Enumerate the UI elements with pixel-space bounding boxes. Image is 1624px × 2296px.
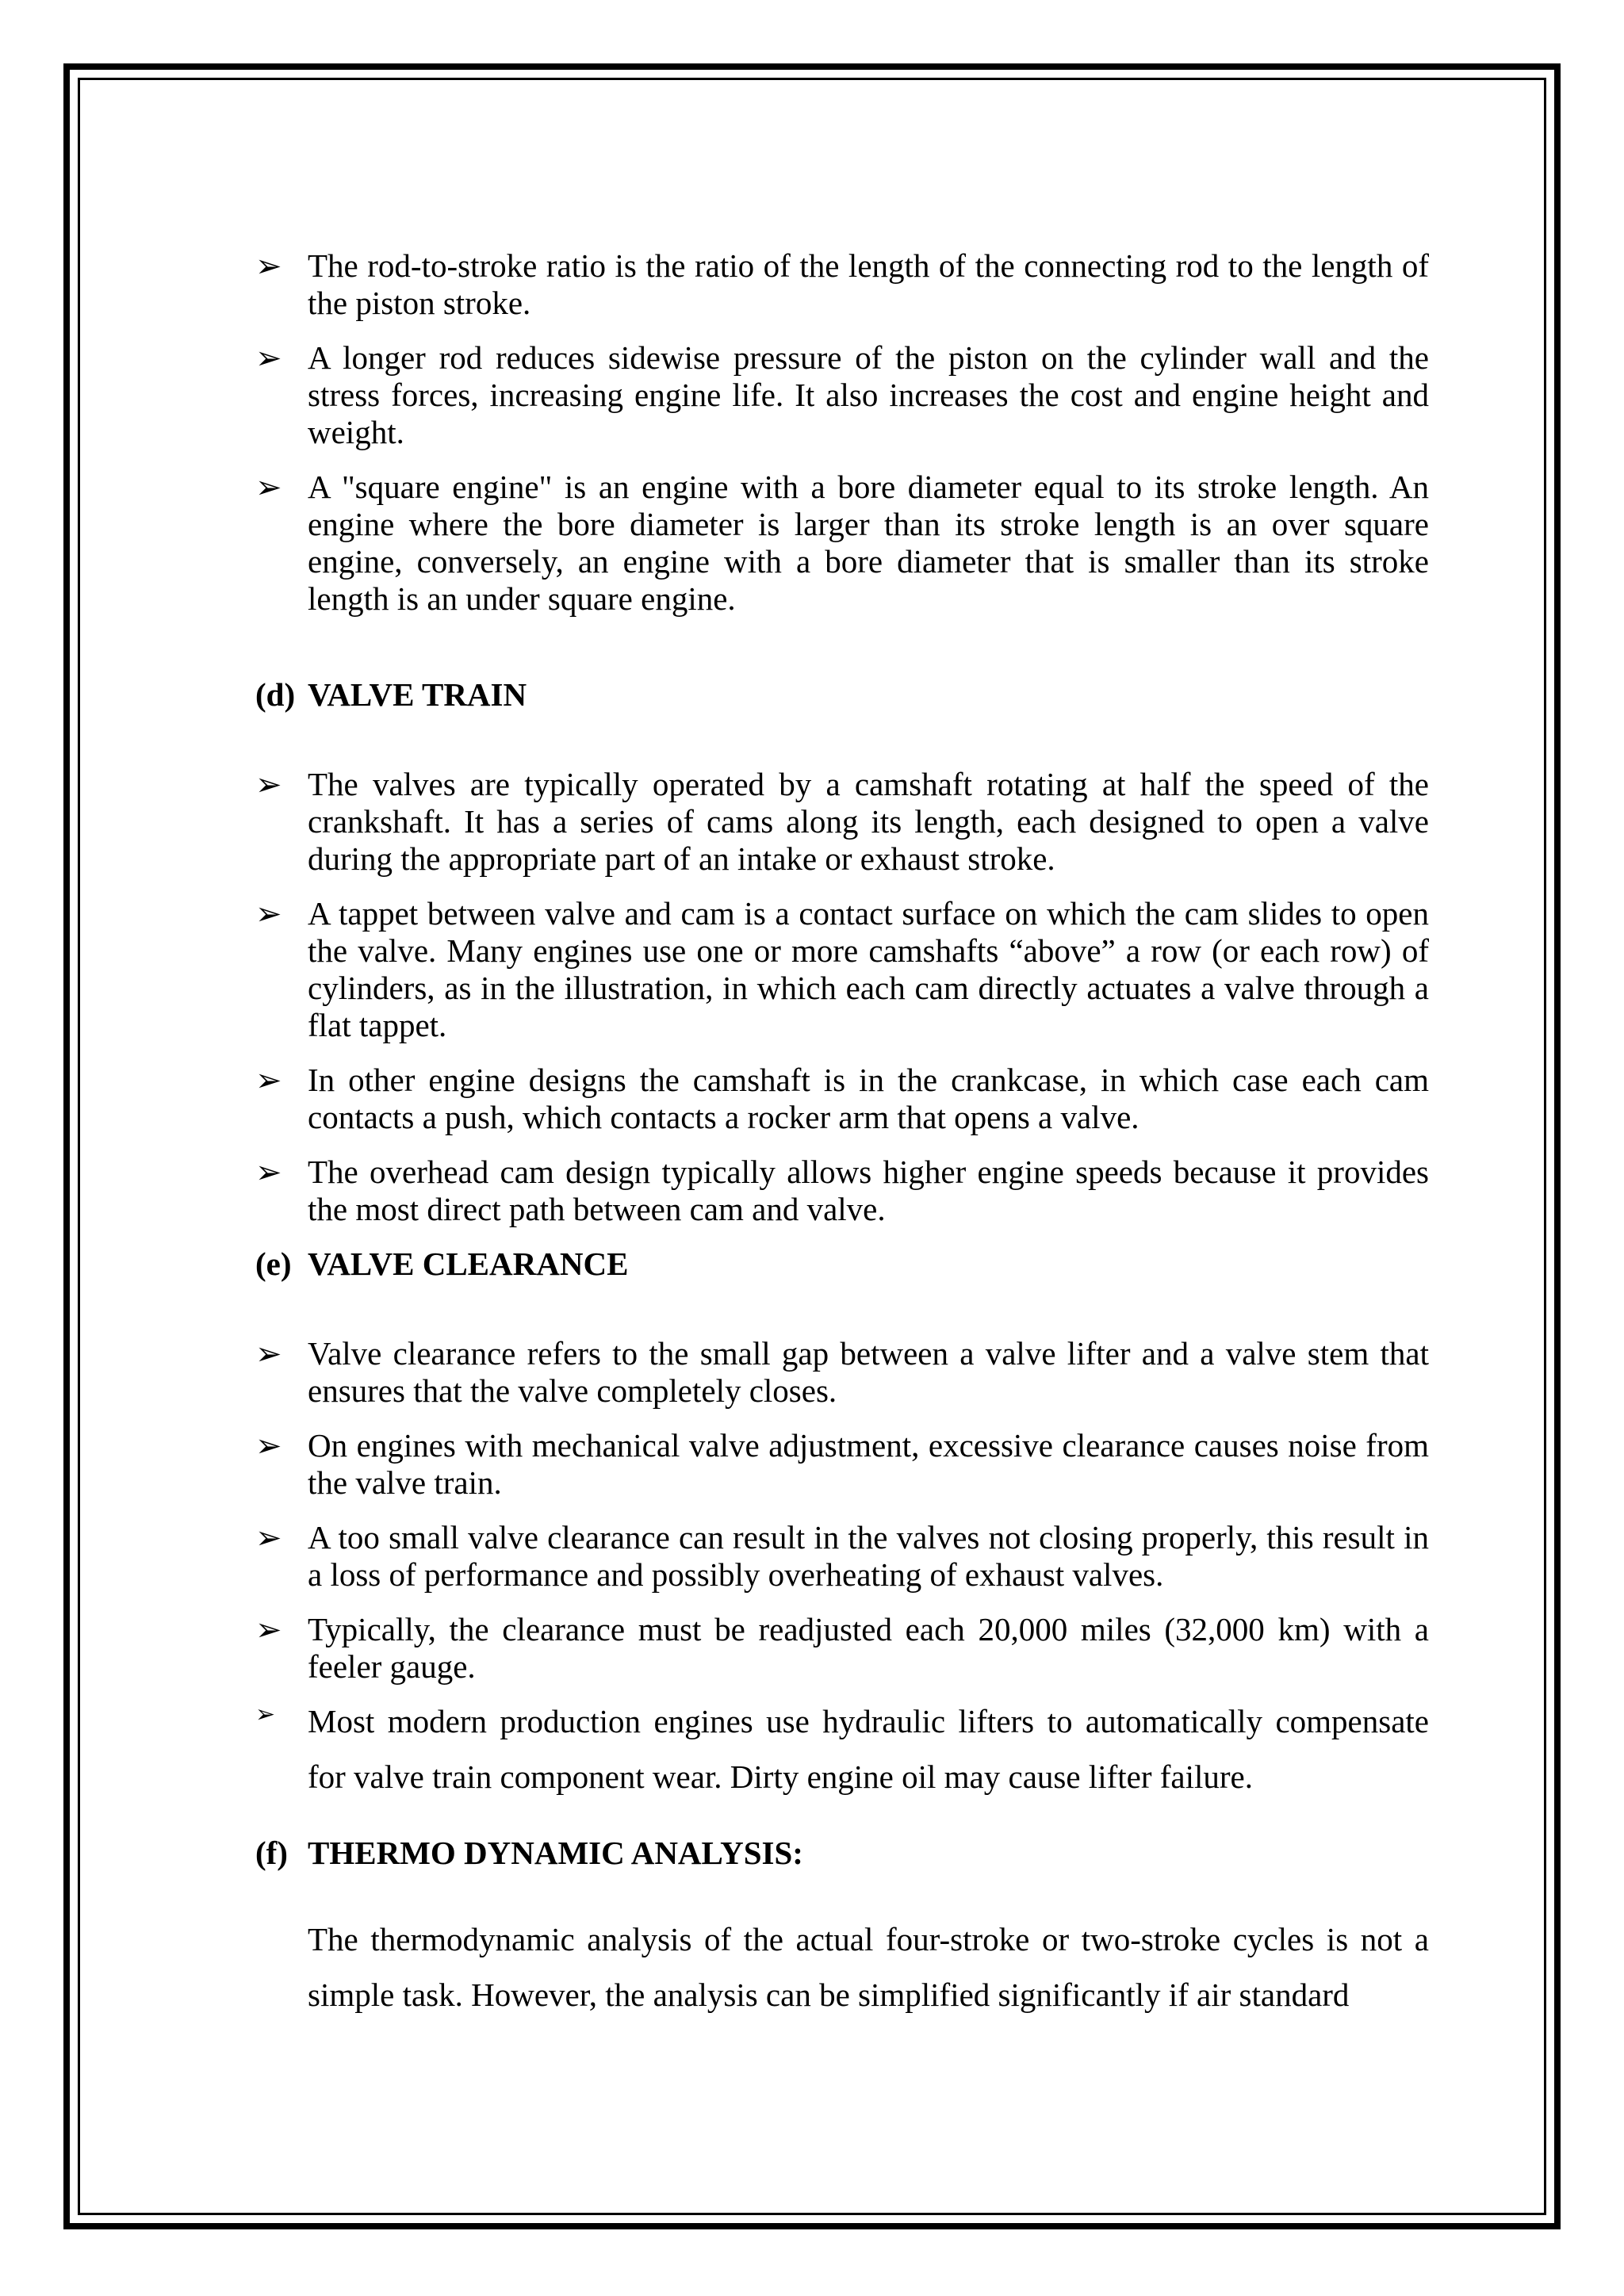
list-item-text: Typically, the clearance must be readjusted each 20,000 miles (32,000 km) with a feeler gauge. — [308, 1611, 1429, 1685]
list-item — [255, 1519, 1429, 1594]
document-body — [255, 247, 1429, 2022]
arrow-bullet-icon: ➢ — [255, 896, 282, 932]
arrow-bullet-icon: ➢ — [255, 1062, 282, 1098]
list-item — [255, 766, 1429, 878]
arrow-bullet-icon: ➢ — [255, 767, 282, 802]
list-item-text: The rod-to-stroke ratio is the ratio of the length of the connecting rod to the length of the piston stroke. — [308, 247, 1429, 321]
arrow-bullet-icon: ➢ — [255, 1701, 276, 1728]
arrow-bullet-icon: ➢ — [255, 469, 282, 505]
list-item — [255, 247, 1429, 322]
arrow-bullet-icon: ➢ — [255, 1336, 282, 1372]
list-item — [255, 1611, 1429, 1686]
section-label: (d) — [255, 676, 296, 713]
list-item-text: A "square engine" is an engine with a bore diameter equal to its stroke length. An engine where the bore diameter is larger than its stroke length is an over square engine, conversely, an engine with a bore diameter that is smaller than its stroke length is an under square engine. — [308, 469, 1429, 617]
list-item — [255, 895, 1429, 1044]
section-label: (e) — [255, 1246, 292, 1282]
thermodynamic-analysis-paragraph: The thermodynamic analysis of the actual four-stroke or two-stroke cycles is not a simple task. However, the analysis can be simplified significantly if air standard — [308, 1921, 1429, 2013]
arrow-bullet-icon: ➢ — [255, 340, 282, 376]
list-item — [255, 339, 1429, 451]
list-item — [255, 1427, 1429, 1502]
list-item-text: On engines with mechanical valve adjustment, excessive clearance causes noise from the valve train. — [308, 1427, 1429, 1501]
list-item-text: A longer rod reduces sidewise pressure of the piston on the cylinder wall and the stress forces, increasing engine life. It also increases the cost and engine height and weight. — [308, 339, 1429, 450]
arrow-bullet-icon: ➢ — [255, 1154, 282, 1190]
list-item-text: The valves are typically operated by a camshaft rotating at half the speed of the crankshaft. It has a series of cams along its length, each designed to open a valve during the appropriate part of an intake or exhaust stroke. — [308, 766, 1429, 877]
arrow-bullet-icon: ➢ — [255, 1520, 282, 1556]
section-title: THERMO DYNAMIC ANALYSIS: — [308, 1835, 803, 1871]
list-item — [255, 1335, 1429, 1410]
list-item — [255, 1062, 1429, 1136]
section-title: VALVE TRAIN — [308, 676, 527, 713]
list-item-text: In other engine designs the camshaft is in the crankcase, in which case each cam contacts a push, which contacts a rocker arm that opens a valve. — [308, 1062, 1429, 1135]
arrow-bullet-icon: ➢ — [255, 248, 282, 284]
section-title: VALVE CLEARANCE — [308, 1246, 629, 1282]
list-item-text: The overhead cam design typically allows higher engine speeds because it provides the most direct path between cam and valve. — [308, 1154, 1429, 1227]
section-label: (f) — [255, 1835, 288, 1871]
section-c-bullet-list — [255, 247, 1429, 618]
section-e-bullet-list — [255, 1335, 1429, 1804]
list-item — [255, 469, 1429, 618]
list-item-text: Valve clearance refers to the small gap between a valve lifter and a valve stem that ensures that the valve completely closes. — [308, 1335, 1429, 1409]
section-heading-thermodynamic-analysis — [255, 1835, 1429, 1872]
list-item-text: A too small valve clearance can result in the valves not closing properly, this result in a loss of performance and possibly overheating of exhaust valves. — [308, 1519, 1429, 1593]
section-heading-valve-clearance — [255, 1246, 1429, 1283]
list-item — [255, 1693, 1429, 1804]
arrow-bullet-icon: ➢ — [255, 1612, 282, 1647]
section-heading-valve-train — [255, 676, 1429, 714]
list-item-text: A tappet between valve and cam is a contact surface on which the cam slides to open the valve. Many engines use one or more camshafts “above” a row (or each row) of cylinders, as in the illustration, in which each cam directly actuates a valve through a flat tappet. — [308, 895, 1429, 1043]
list-item — [255, 1154, 1429, 1228]
section-d-bullet-list — [255, 766, 1429, 1228]
list-item-text: Most modern production engines use hydraulic lifters to automatically compensate for valve train component wear. Dirty engine oil may cause lifter failure. — [308, 1703, 1429, 1795]
arrow-bullet-icon: ➢ — [255, 1428, 282, 1464]
